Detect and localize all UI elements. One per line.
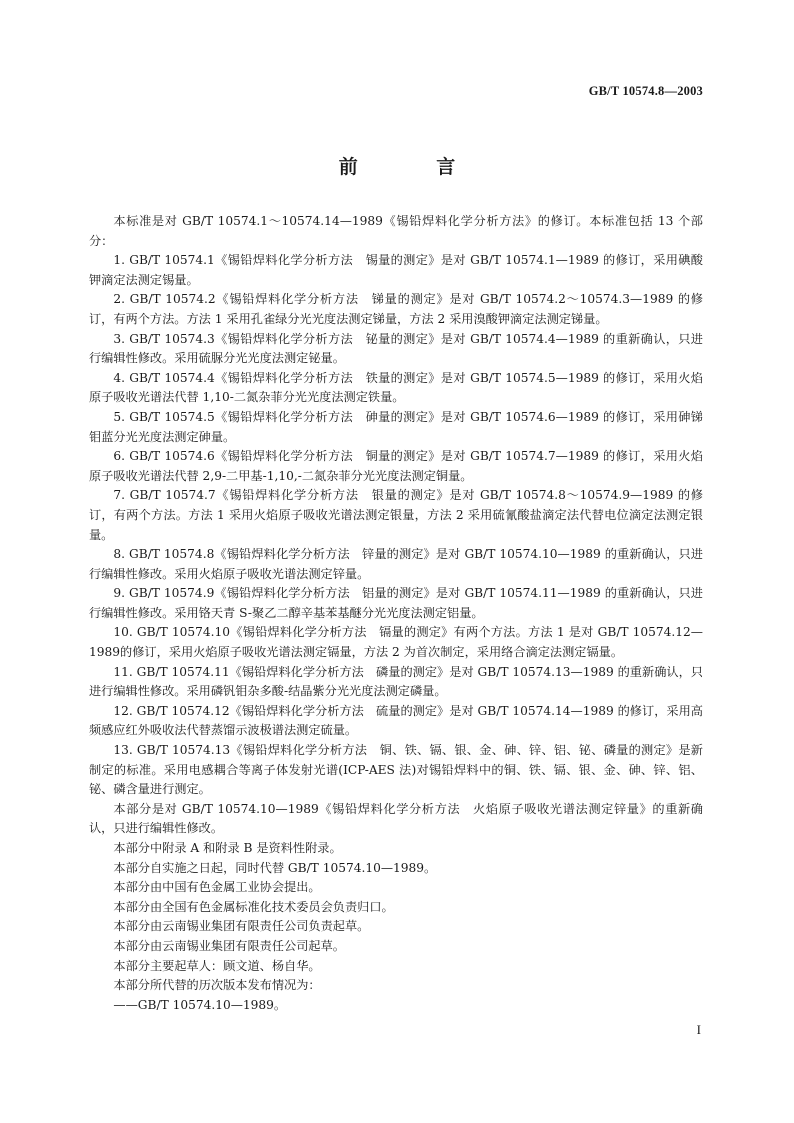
paragraph-part-2: 2. GB/T 10574.2《锡铅焊料化学分析方法 锑量的测定》是对 GB/T 10574.2～10574.3—1989 的修订，有两个方法。方法 1 采用孔雀绿分光光度法测定锑量，方法 2 采用溴酸钾滴定法测定锑量。 — [89, 292, 703, 326]
paragraph-annex: 本部分中附录 A 和附录 B 是资料性附录。 — [113, 841, 342, 855]
paragraph-part-10: 10. GB/T 10574.10《锡铅焊料化学分析方法 镉量的测定》有两个方法。方法 1 是对 GB/T 10574.12—1989的修订，采用火焰原子吸收光谱法测定镉量，方法 2 为首次制定，采用络合滴定法测定镉量。 — [89, 625, 703, 660]
paragraph-intro: 本标准是对 GB/T 10574.1～10574.14—1989《锡铅焊料化学分析方法》的修订。本标准包括 13 个部分： — [89, 214, 703, 248]
paragraph-part-13: 13. GB/T 10574.13《锡铅焊料化学分析方法 铜、铁、镉、银、金、砷、锌、铝、铋、磷量的测定》是新制定的标准。采用电感耦合等离子体发射光谱(ICP-AES 法)对锡铅焊料中的铜、铁、镉、银、金、砷、锌、铝、铋、磷含量进行测定。 — [89, 743, 703, 797]
paragraph-history-intro: 本部分所代替的历次版本发布情况为： — [113, 978, 321, 993]
paragraph-part-3: 3. GB/T 10574.3《锡铅焊料化学分析方法 铋量的测定》是对 GB/T 10574.4—1989 的重新确认，只进行编辑性修改。采用硫脲分光光度法测定铋量。 — [89, 331, 703, 366]
page-title: 前 言 — [338, 156, 492, 178]
paragraph-replacement: 本部分自实施之日起，同时代替 GB/T 10574.10—1989。 — [113, 860, 437, 875]
paragraph-part-1: 1. GB/T 10574.1《锡铅焊料化学分析方法 锡量的测定》是对 GB/T 10574.1—1989 的修订，采用碘酸钾滴定法测定锡量。 — [89, 253, 703, 287]
paragraph-part-6: 6. GB/T 10574.6《锡铅焊料化学分析方法 铜量的测定》是对 GB/T 10574.7—1989 的修订，采用火焰原子吸收光谱法代替 2,9-二甲基-1,10,-二氮杂菲分光光度法测定铜量。 — [89, 449, 703, 483]
paragraph-part-4: 4. GB/T 10574.4《锡铅焊料化学分析方法 铁量的测定》是对 GB/T 10574.5—1989 的修订，采用火焰原子吸收光谱法代替 1,10-二氮杂菲分光光度法测定铁量。 — [89, 370, 703, 405]
paragraph-centralized-by: 本部分由全国有色金属标准化技术委员会负责归口。 — [113, 899, 394, 914]
paragraph-part-11: 11. GB/T 10574.11《锡铅焊料化学分析方法 磷量的测定》是对 GB/T 10574.13—1989 的重新确认，只进行编辑性修改。采用磷钒钼杂多酸-结晶紫分光光度法测定磷量。 — [89, 664, 703, 699]
paragraph-responsible-drafter: 本部分由云南锡业集团有限责任公司负责起草。 — [113, 919, 370, 934]
paragraph-history-item: ——GB/T 10574.10—1989。 — [113, 997, 287, 1012]
page-number: I — [696, 1022, 701, 1037]
foreword-body — [89, 212, 703, 1015]
paragraph-part-12: 12. GB/T 10574.12《锡铅焊料化学分析方法 硫量的测定》是对 GB/T 10574.14—1989 的修订，采用高频感应红外吸收法代替蒸馏示波极谱法测定硫量。 — [89, 703, 703, 738]
paragraph-part-7: 7. GB/T 10574.7《锡铅焊料化学分析方法 银量的测定》是对 GB/T 10574.8～10574.9—1989 的修订，有两个方法。方法 1 采用火焰原子吸收光谱法测定银量，方法 2 采用硫氰酸盐滴定法代替电位滴定法测定银量。 — [89, 488, 703, 542]
paragraph-scope: 本部分是对 GB/T 10574.10—1989《锡铅焊料化学分析方法 火焰原子吸收光谱法测定锌量》的重新确认，只进行编辑性修改。 — [89, 801, 703, 836]
paragraph-part-5: 5. GB/T 10574.5《锡铅焊料化学分析方法 砷量的测定》是对 GB/T 10574.6—1989 的修订，采用砷锑钼蓝分光光度法测定砷量。 — [89, 409, 703, 444]
paragraph-main-drafters: 本部分主要起草人：顾文道、杨自华。 — [113, 958, 321, 973]
paragraph-part-8: 8. GB/T 10574.8《锡铅焊料化学分析方法 锌量的测定》是对 GB/T 10574.10—1989 的重新确认，只进行编辑性修改。采用火焰原子吸收光谱法测定锌量。 — [89, 547, 703, 581]
paragraph-part-9: 9. GB/T 10574.9《锡铅焊料化学分析方法 铝量的测定》是对 GB/T 10574.11—1989 的重新确认，只进行编辑性修改。采用铬天青 S-聚乙二醇辛基苯基醚分光光度法测定铝量。 — [89, 586, 703, 620]
paragraph-drafted-by: 本部分由云南锡业集团有限责任公司起草。 — [113, 938, 345, 953]
paragraph-proposed-by: 本部分由中国有色金属工业协会提出。 — [113, 880, 321, 895]
standard-number: GB/T 10574.8—2003 — [588, 84, 703, 98]
